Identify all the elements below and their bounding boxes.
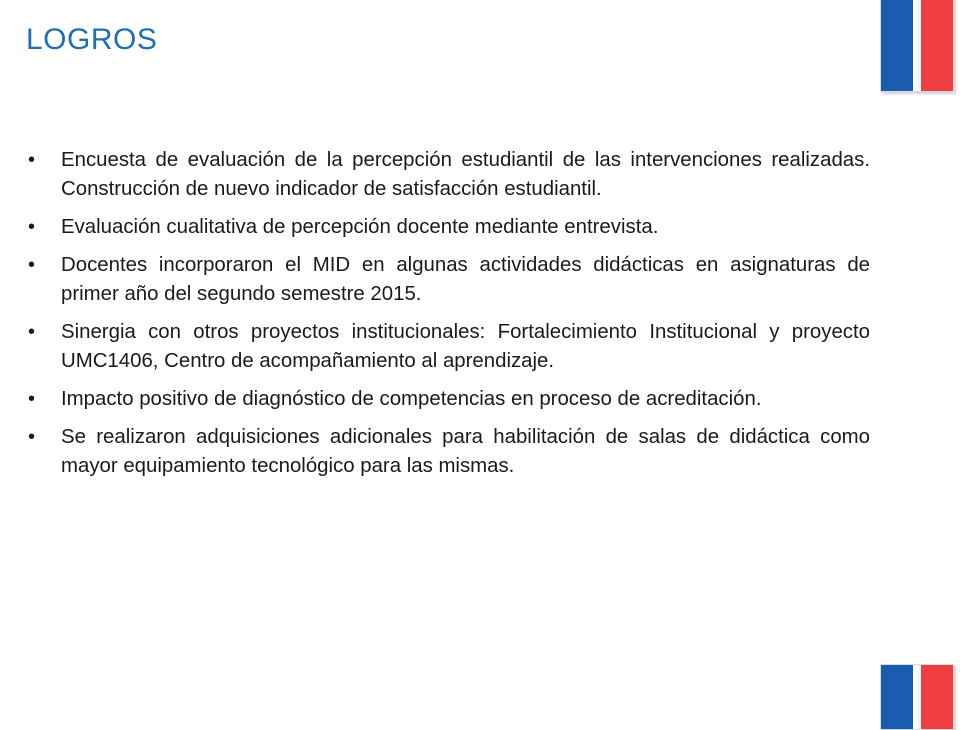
bottom-flag-decoration xyxy=(880,664,954,730)
top-flag-decoration xyxy=(880,0,954,92)
flag-white-stripe xyxy=(913,665,921,729)
bullet-dot: • xyxy=(28,321,36,343)
bullet-dot: • xyxy=(28,388,36,410)
bullet-list xyxy=(28,146,870,490)
flag-blue-stripe xyxy=(881,665,913,729)
bullet-item xyxy=(28,213,870,242)
bullet-text: Docentes incorporaron el MID en algunas actividades didácticas en asignaturas de primer año del segundo semestre 2015. xyxy=(61,254,870,305)
slide-title: LOGROS xyxy=(26,23,158,56)
bullet-item xyxy=(28,385,870,414)
bullet-item xyxy=(28,423,870,481)
flag-red-stripe xyxy=(921,0,953,91)
bullet-item xyxy=(28,318,870,376)
bullet-dot: • xyxy=(28,149,36,171)
flag-blue-stripe xyxy=(881,0,913,91)
bullet-dot: • xyxy=(28,216,36,238)
flag-white-stripe xyxy=(913,0,921,91)
bullet-item xyxy=(28,146,870,204)
bullet-text: Se realizaron adquisiciones adicionales para habilitación de salas de didáctica como mayor equipamiento tecnológico para las mismas. xyxy=(61,426,870,477)
bullet-text: Encuesta de evaluación de la percepción estudiantil de las intervenciones realizadas. Construcción de nuevo indicador de satisfacción estudiantil. xyxy=(61,149,870,200)
bullet-dot: • xyxy=(28,254,36,276)
bullet-dot: • xyxy=(28,426,36,448)
flag-red-stripe xyxy=(921,665,953,729)
bullet-text: Evaluación cualitativa de percepción docente mediante entrevista. xyxy=(61,216,659,238)
bullet-item xyxy=(28,251,870,309)
bullet-text: Sinergia con otros proyectos institucionales: Fortalecimiento Institucional y proyecto UMC1406, Centro de acompañamiento al aprendizaje. xyxy=(61,321,870,372)
bullet-text: Impacto positivo de diagnóstico de competencias en proceso de acreditación. xyxy=(61,388,762,410)
